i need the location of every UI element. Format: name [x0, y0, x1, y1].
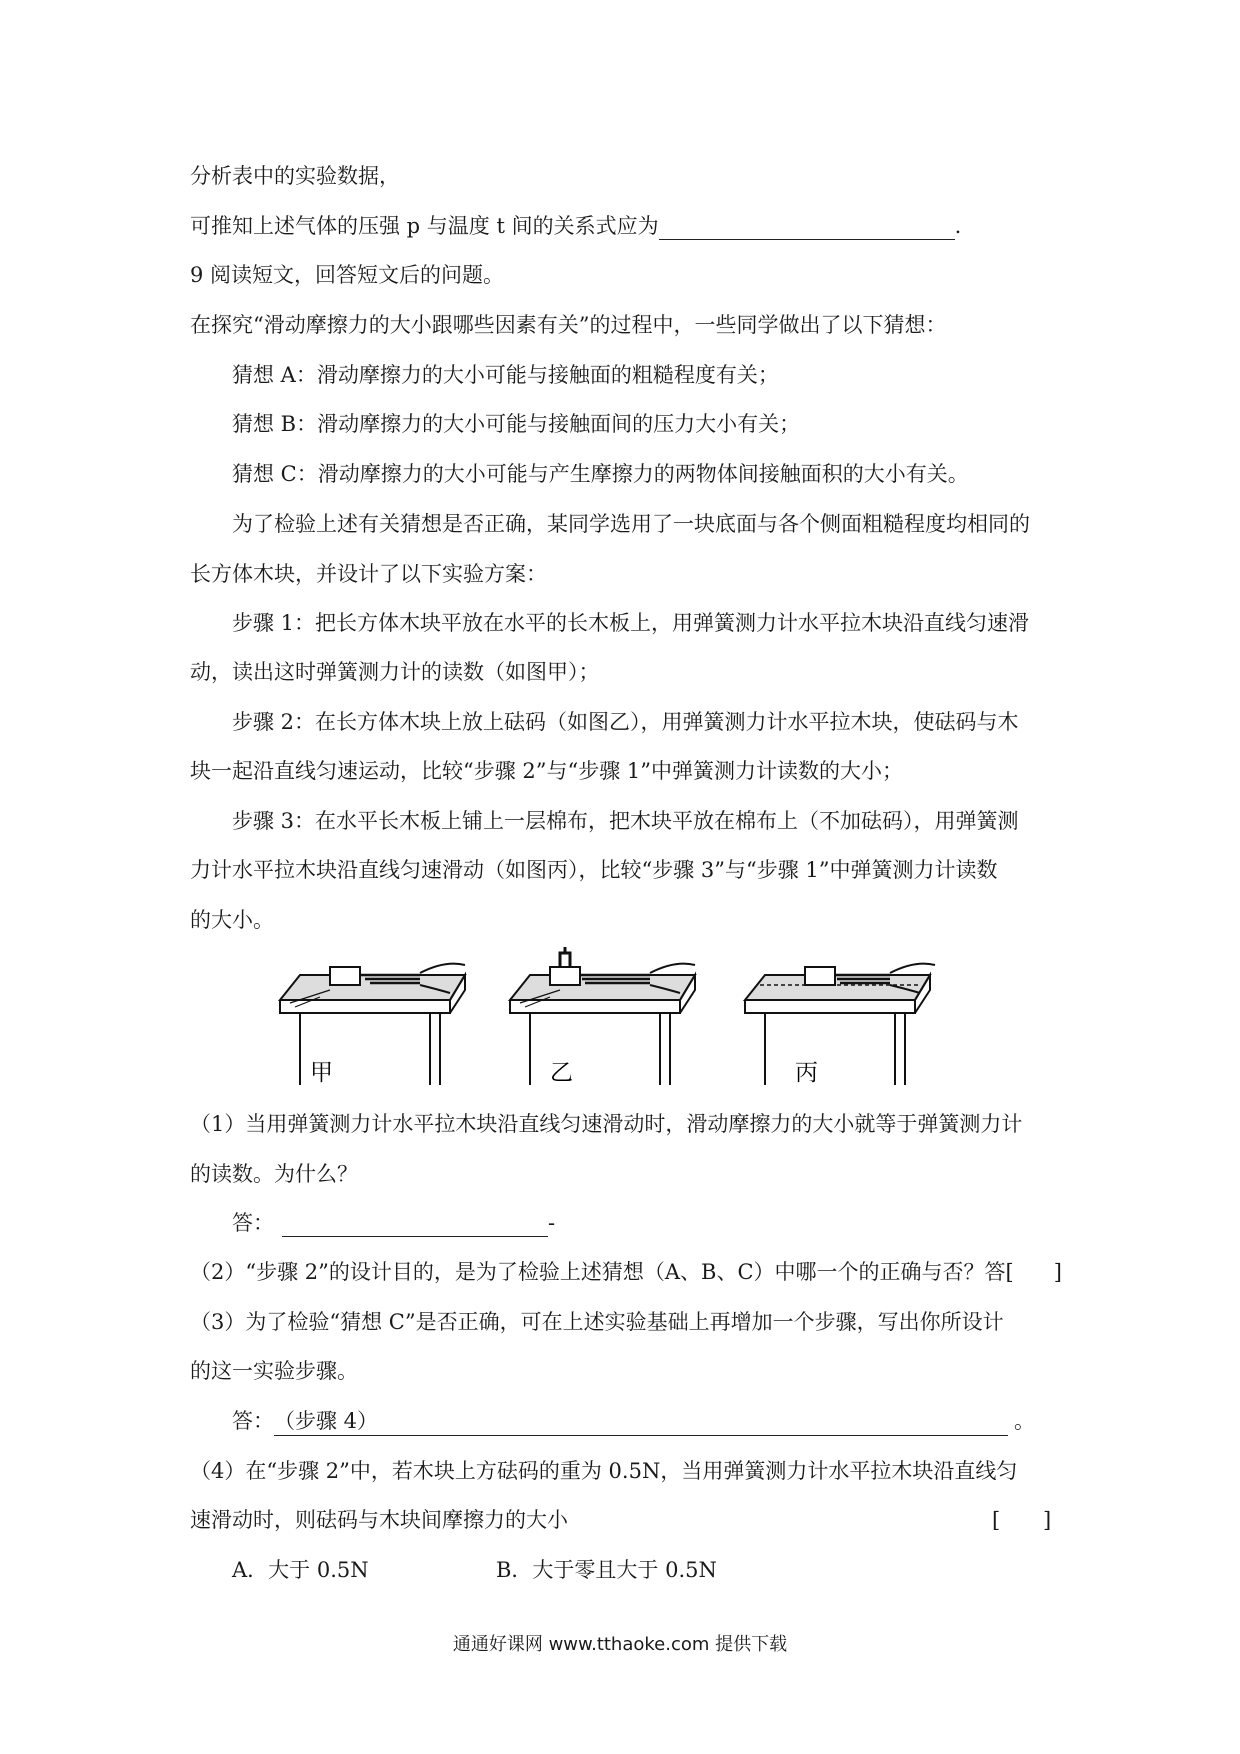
text-segment: （2）“步骤 2”的设计目的，是为了检验上述猜想（A、B、C）中哪一个的正确与否？答[ [190, 1260, 1014, 1284]
experiment-figure [270, 945, 970, 1085]
answer-line-3 [232, 1407, 1035, 1436]
step-3: 步骤 3：在水平长木板上铺上一层棉布，把木块平放在棉布上（不加砝码），用弹簧测 [232, 809, 1019, 833]
answer-label: 答： [232, 1211, 274, 1235]
figure-caption-bing: 丙 [795, 1060, 818, 1085]
step-1: 步骤 1：把长方体木块平放在水平的长木板上，用弹簧测力计水平拉木块沿直线匀速滑 [232, 611, 1030, 635]
page-footer: 通通好课网 www.tthaoke.com 提供下载 [452, 1634, 788, 1655]
text-segment: 可推知上述气体的压强 p 与温度 t 间的关系式应为 [190, 214, 659, 238]
text-line-formula [190, 212, 961, 240]
answer-bracket-right: ] [1043, 1508, 1052, 1532]
text-line: 的这一实验步骤。 [190, 1359, 358, 1383]
hypothesis-c: 猜想 C：滑动摩擦力的大小可能与产生摩擦力的两物体间接触面积的大小有关。 [232, 462, 969, 486]
option-a[interactable]: A．大于 0.5N [232, 1558, 369, 1582]
answer-bracket-left[interactable]: [ [992, 1508, 1001, 1532]
text-segment: 。 [1014, 1409, 1036, 1433]
text-segment: - [548, 1211, 556, 1235]
answer-step-label: （步骤 4） [274, 1407, 378, 1436]
answer-blank[interactable] [282, 1214, 548, 1237]
text-segment: ] [1053, 1260, 1062, 1284]
table-drawing-jia [280, 964, 465, 1085]
text-line: 速滑动时，则砝码与木块间摩擦力的大小 [190, 1508, 568, 1532]
answer-blank[interactable] [659, 217, 955, 240]
text-line: 分析表中的实验数据， [190, 164, 400, 188]
question-3: （3）为了检验“猜想 C”是否正确，可在上述实验基础上再增加一个步骤，写出你所设计 [190, 1310, 1004, 1334]
question-2 [190, 1258, 1062, 1286]
hypothesis-b: 猜想 B：滑动摩擦力的大小可能与接触面间的压力大小有关； [232, 412, 801, 436]
text-line: 长方体木块，并设计了以下实验方案： [190, 562, 547, 586]
answer-line-1 [232, 1209, 555, 1237]
question-heading: 9 阅读短文，回答短文后的问题。 [190, 263, 505, 287]
text-line: 力计水平拉木块沿直线匀速滑动（如图丙），比较“步骤 3”与“步骤 1”中弹簧测力计读数 [190, 858, 998, 882]
question-1: （1）当用弹簧测力计水平拉木块沿直线匀速滑动时，滑动摩擦力的大小就等于弹簧测力计 [190, 1112, 1023, 1136]
option-b[interactable]: B．大于零且大于 0.5N [496, 1558, 717, 1582]
text-line: 在探究“滑动摩擦力的大小跟哪些因素有关”的过程中，一些同学做出了以下猜想： [190, 313, 947, 337]
text-line: 的大小。 [190, 908, 274, 932]
hypothesis-a: 猜想 A：滑动摩擦力的大小可能与接触面的粗糙程度有关； [232, 363, 779, 387]
text-line: 动，读出这时弹簧测力计的读数（如图甲）； [190, 660, 600, 684]
table-drawing-bing [745, 964, 935, 1085]
figure-caption-yi: 乙 [550, 1060, 573, 1085]
answer-label: 答： [232, 1409, 274, 1433]
figure-caption-jia: 甲 [310, 1060, 333, 1085]
text-line: 的读数。为什么？ [190, 1162, 358, 1186]
text-line: 为了检验上述有关猜想是否正确，某同学选用了一块底面与各个侧面粗糙程度均相同的 [232, 512, 1030, 536]
step-2: 步骤 2：在长方体木块上放上砝码（如图乙），用弹簧测力计水平拉木块，使砝码与木 [232, 710, 1019, 734]
table-drawing-yi [510, 947, 695, 1085]
question-4: （4）在“步骤 2”中，若木块上方砝码的重为 0.5N，当用弹簧测力计水平拉木块沿直线匀 [190, 1459, 1018, 1483]
text-segment: . [954, 214, 962, 238]
answer-blank[interactable] [378, 1413, 1008, 1436]
text-line: 块一起沿直线匀速运动，比较“步骤 2”与“步骤 1”中弹簧测力计读数的大小； [190, 759, 904, 783]
